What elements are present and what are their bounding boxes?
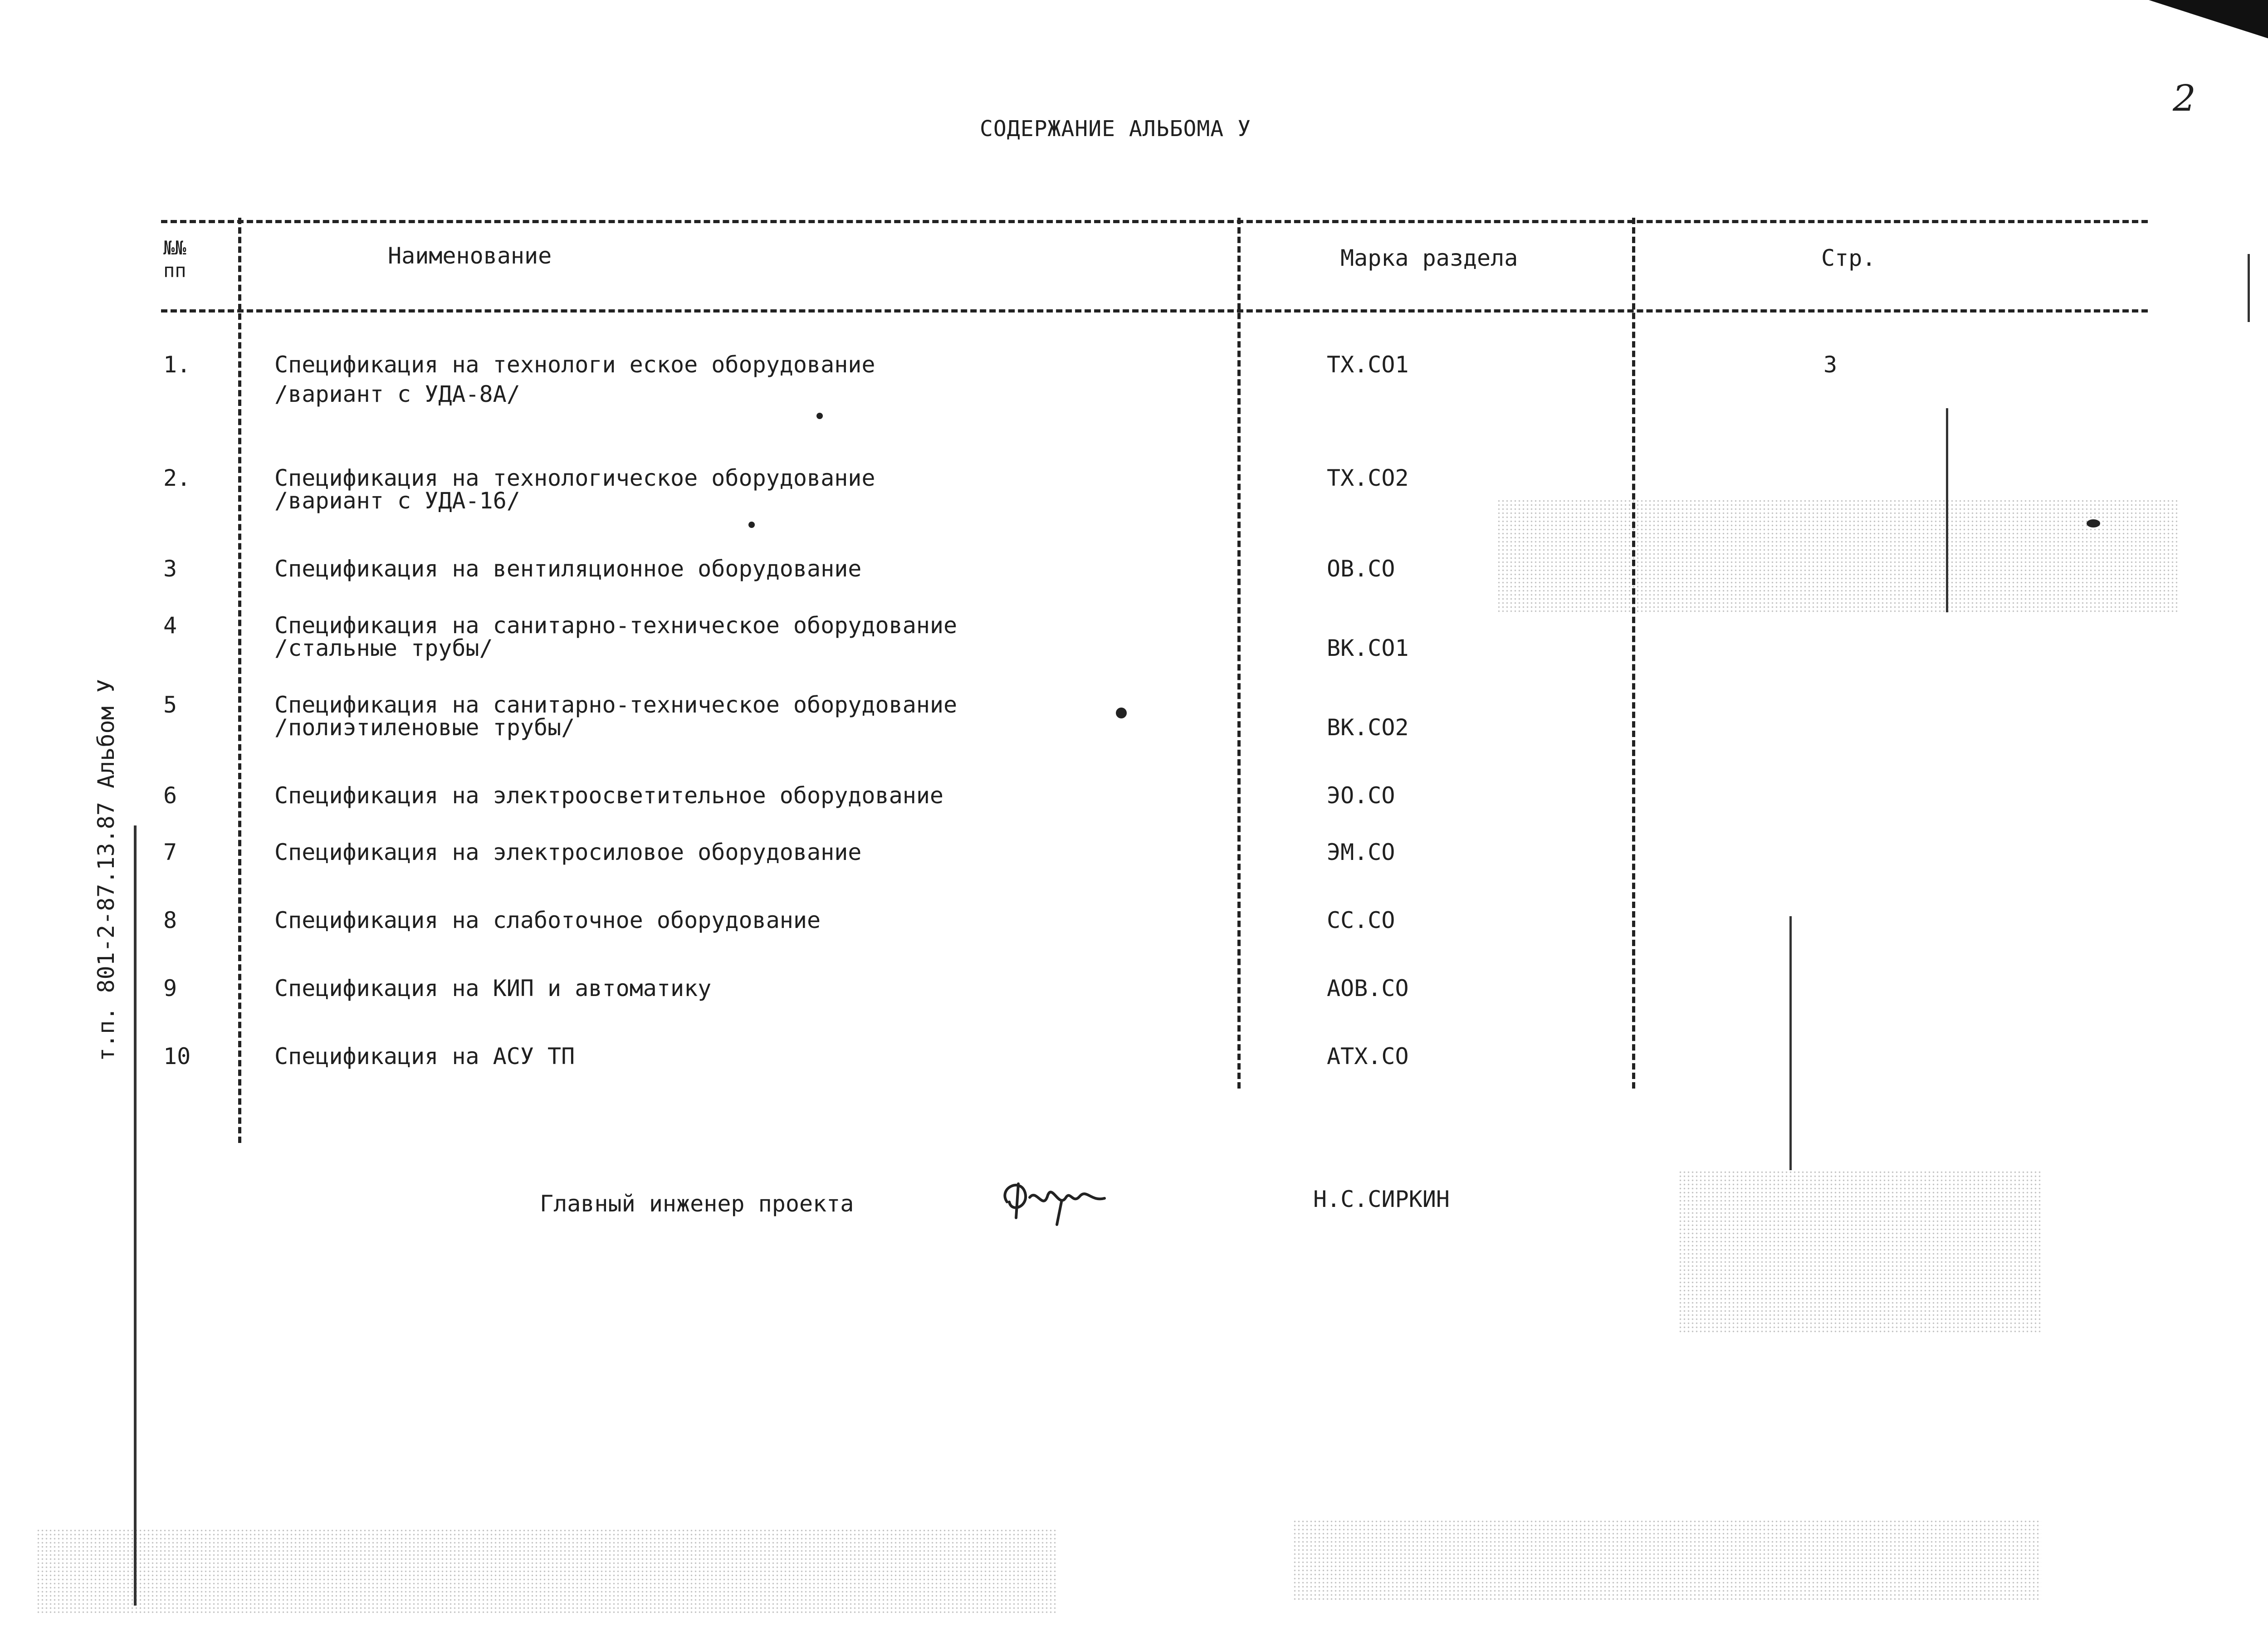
signature-mark [993,1170,1120,1234]
row-name: Спецификация на санитарно-техническое оборудование [274,612,958,639]
row-name: Спецификация на электроосветительное оборудование [274,782,944,809]
header-name: Наименование [388,243,552,269]
row-mark: ВК.СО2 [1327,714,1409,741]
table-top-border [161,220,2148,223]
row-mark: ВК.СО1 [1327,635,1409,661]
scan-speck [1116,708,1127,718]
row-name: Спецификация на АСУ ТП [274,1043,575,1069]
row-page: 3 [1823,352,1838,378]
row-number: 8 [163,907,177,933]
chief-engineer-label: Главный инженер проекта [540,1191,854,1217]
row-mark: ЭО.СО [1327,782,1395,809]
scan-noise [1678,1170,2041,1333]
side-label: т.п. 801-2-87.13.87 Альбом У [93,679,119,1061]
column-divider [1237,218,1241,1089]
header-bottom-border [161,309,2148,313]
row-mark: АОВ.СО [1327,975,1409,1001]
row-number: 10 [163,1043,191,1069]
scan-corner-shadow [2149,0,2268,41]
page-title: СОДЕРЖАНИЕ АЛЬБОМА У [980,116,1251,142]
header-number-label-2: пп [163,259,186,282]
pen-stroke [1946,408,1948,612]
row-number: 9 [163,975,177,1001]
page-number: 2 [2173,77,2196,119]
row-name: Спецификация на технологическое оборудование [274,465,875,491]
row-name: Спецификация на КИП и автоматику [274,975,712,1001]
scan-noise [1293,1519,2041,1601]
row-mark: ТХ.СО2 [1327,465,1409,491]
row-name: Спецификация на технологи еское оборудование [274,352,875,378]
row-number: 2. [163,465,191,491]
row-mark: ОВ.СО [1327,556,1395,582]
row-number: 3 [163,556,177,582]
scan-speck [816,413,823,419]
chief-engineer-name: Н.С.СИРКИН [1313,1186,1450,1212]
row-name: Спецификация на слаботочное оборудование [274,907,821,933]
left-margin-line [134,825,137,1606]
row-number: 4 [163,612,177,639]
scan-noise [36,1528,1057,1615]
scan-speck [748,522,755,528]
scan-noise [1497,499,2177,612]
row-name-cont: /полиэтиленовые трубы/ [274,714,575,741]
header-page: Стр. [1821,245,1876,271]
row-mark: ЭМ.СО [1327,839,1395,865]
row-mark: ТХ.СО1 [1327,352,1409,378]
row-mark: СС.СО [1327,907,1395,933]
header-number-label: №№ [163,237,186,259]
row-name-cont: /вариант с УДА-16/ [274,488,520,514]
row-name-cont: /стальные трубы/ [274,635,493,661]
row-mark: АТХ.СО [1327,1043,1409,1069]
column-divider [1632,218,1635,1089]
row-number: 6 [163,782,177,809]
pen-stroke [1789,916,1792,1170]
header-mark: Марка раздела [1340,245,1518,271]
scan-speck [2087,519,2100,527]
row-number: 7 [163,839,177,865]
right-edge-mark [2248,254,2250,322]
row-number: 5 [163,692,177,718]
row-name: Спецификация на электросиловое оборудование [274,839,862,865]
row-name-cont: /вариант с УДА-8А/ [274,381,520,407]
row-number: 1. [163,352,191,378]
row-name: Спецификация на санитарно-техническое оборудование [274,692,958,718]
row-name: Спецификация на вентиляционное оборудование [274,556,862,582]
column-divider [238,218,241,1143]
